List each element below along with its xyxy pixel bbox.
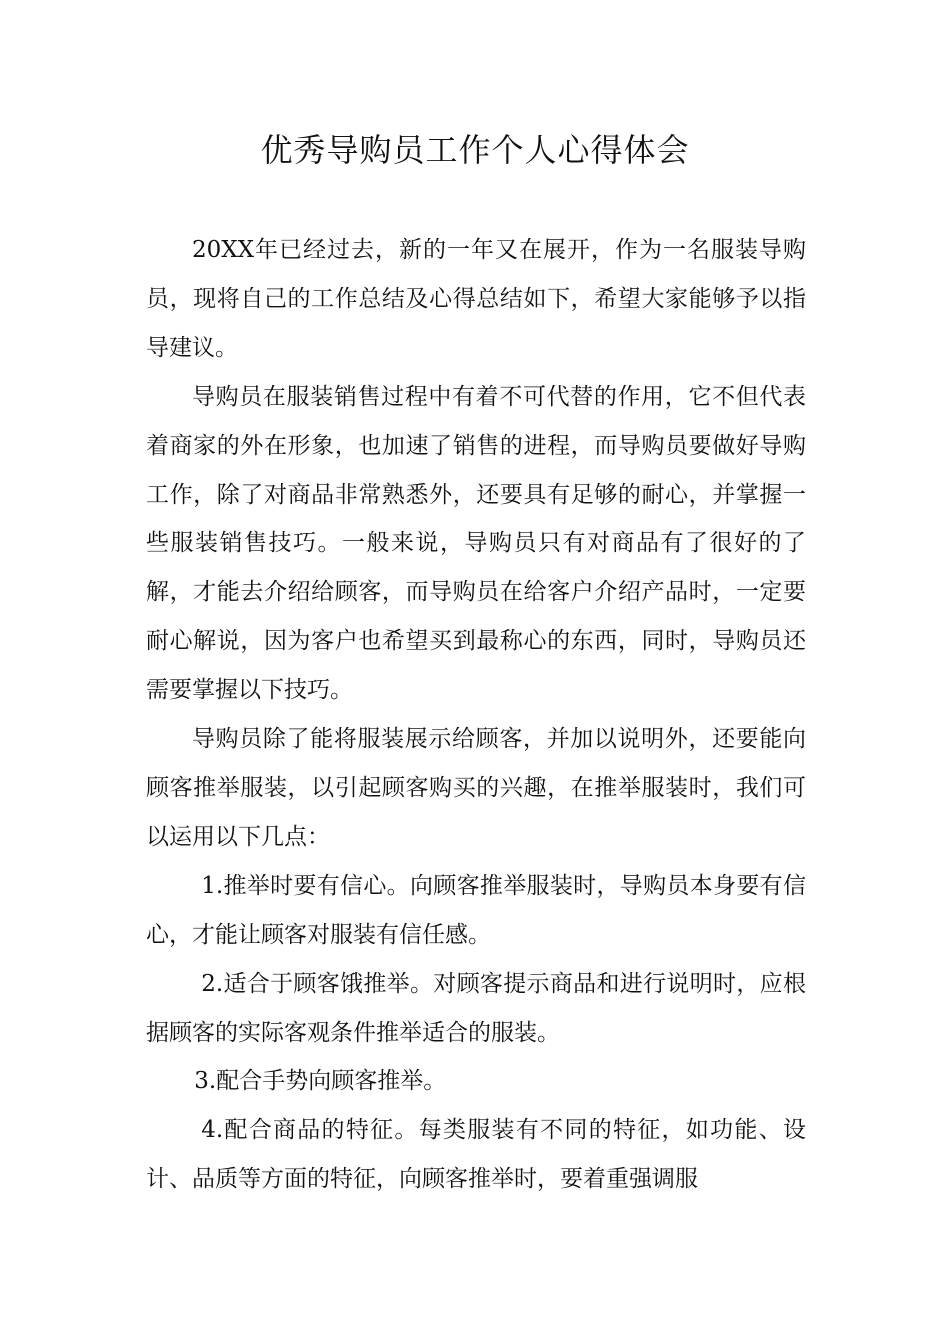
list-item-4: 4.配合商品的特征。每类服装有不同的特征，如功能、设计、品质等方面的特征，向顾客推举时，要着重强调服 xyxy=(146,1117,806,1193)
paragraph-recommend: 导购员除了能将服装展示给顾客，并加以说明外，还要能向顾客推举服装，以引起顾客购买的兴趣，在推举服装时，我们可以运用以下几点： xyxy=(146,726,806,850)
list-item-2: 2.适合于顾客饿推举。对顾客提示商品和进行说明时，应根据顾客的实际客观条件推举适合的服装。 xyxy=(146,970,806,1046)
document-body xyxy=(146,226,806,1204)
paragraph-intro: 20XX年已经过去，新的一年又在展开，作为一名服装导购员，现将自己的工作总结及心得总结如下，希望大家能够予以指导建议。 xyxy=(146,237,806,361)
document-title: 优秀导购员工作个人心得体会 xyxy=(260,131,690,169)
paragraph-role: 导购员在服装销售过程中有着不可代替的作用，它不但代表着商家的外在形象，也加速了销售的进程，而导购员要做好导购工作，除了对商品非常熟悉外，还要具有足够的耐心，并掌握一些服装销售技巧。一般来说，导购员只有对商品有了很好的了解，才能去介绍给顾客，而导购员在给客户介绍产品时，一定要耐心解说，因为客户也希望买到最称心的东西，同时，导购员还需要掌握以下技巧。 xyxy=(146,383,806,704)
list-item-1: 1.推举时要有信心。向顾客推举服装时，导购员本身要有信心，才能让顾客对服装有信任感。 xyxy=(146,872,806,948)
list-item-3: 3.配合手势向顾客推举。 xyxy=(194,1068,447,1095)
